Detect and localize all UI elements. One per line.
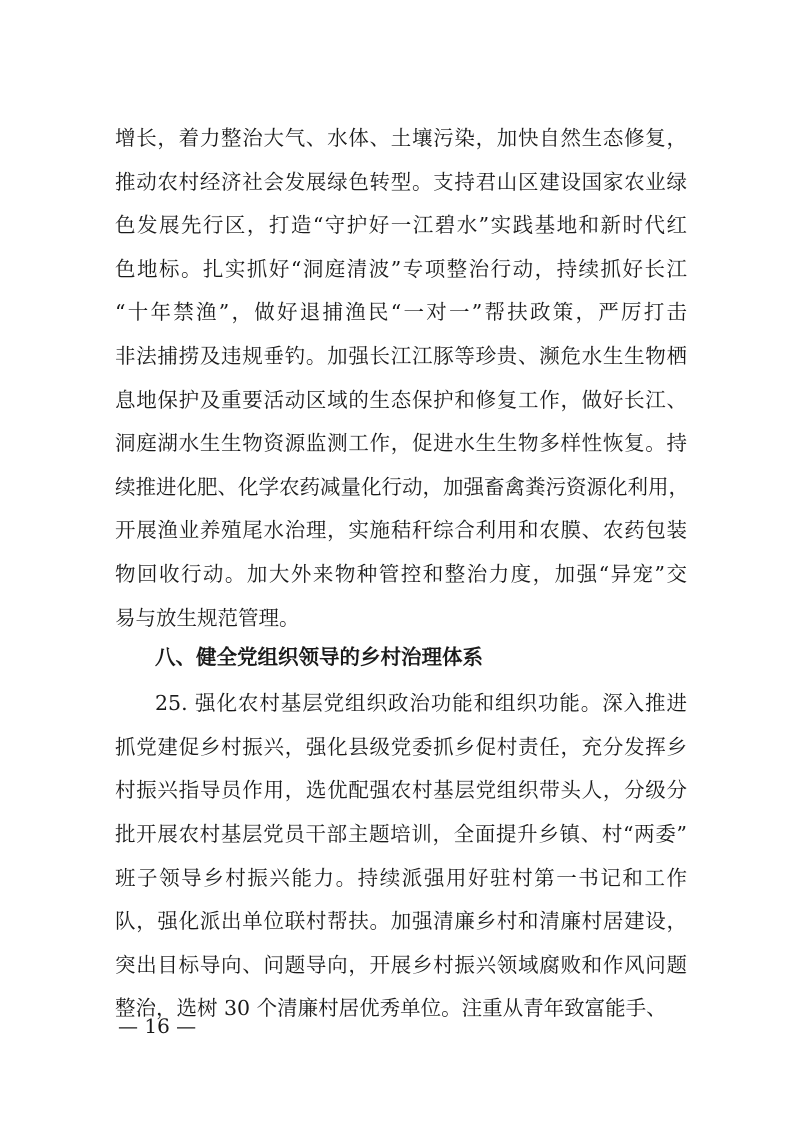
text-line: 续推进化肥、化学农药减量化行动，加强畜禽粪污资源化利用， (115, 474, 689, 499)
text-line: 物回收行动。加大外来物种管控和整治力度，加强“异宠”交 (115, 562, 687, 586)
text-line: 整治，选树 30 个清廉村居优秀单位。注重从青年致富能手、 (115, 996, 667, 1021)
page-number: — 16 — (118, 1014, 197, 1038)
text-line: 25. 强化农村基层党组织政治功能和组织功能。深入推进 (155, 691, 687, 716)
text-line: 易与放生规范管理。 (115, 605, 300, 630)
text-line: 息地保护及重要活动区域的生态保护和修复工作，做好长江、 (115, 387, 687, 412)
section-heading: 八、健全党组织领导的乡村治理体系 (155, 645, 483, 670)
text-line: 村振兴指导员作用，选优配强农村基层党组织带头人，分级分 (115, 778, 687, 803)
text-line: 开展渔业养殖尾水治理，实施秸秆综合利用和农膜、农药包装 (115, 518, 687, 543)
text-line: 队，强化派出单位联村帮扶。加强清廉乡村和清廉村居建设， (115, 909, 687, 934)
text-line: 突出目标导向、问题导向，开展乡村振兴领域腐败和作风问题 (115, 952, 687, 977)
text-line: “十年禁渔”，做好退捕渔民“一对一”帮扶政策，严厉打击 (115, 300, 687, 325)
text-line: 增长，着力整治大气、水体、土壤污染，加快自然生态修复， (115, 126, 687, 150)
text-line: 色发展先行区，打造“守护好一江碧水”实践基地和新时代红 (115, 213, 687, 238)
text-line: 班子领导乡村振兴能力。持续派强用好驻村第一书记和工作 (115, 865, 687, 890)
text-line: 批开展农村基层党员干部主题培训，全面提升乡镇、村“两委” (115, 822, 687, 846)
text-line: 非法捕捞及违规垂钓。加强长江江豚等珍贵、濒危水生生物栖 (115, 344, 687, 368)
text-line: 推动农村经济社会发展绿色转型。支持君山区建设国家农业绿 (115, 169, 687, 194)
text-line: 色地标。扎实抓好“洞庭清波”专项整治行动，持续抓好长江 (115, 256, 687, 281)
text-line: 抓党建促乡村振兴，强化县级党委抓乡促村责任，充分发挥乡 (115, 734, 687, 759)
text-line: 洞庭湖水生生物资源监测工作，促进水生生物多样性恢复。持 (115, 431, 687, 456)
